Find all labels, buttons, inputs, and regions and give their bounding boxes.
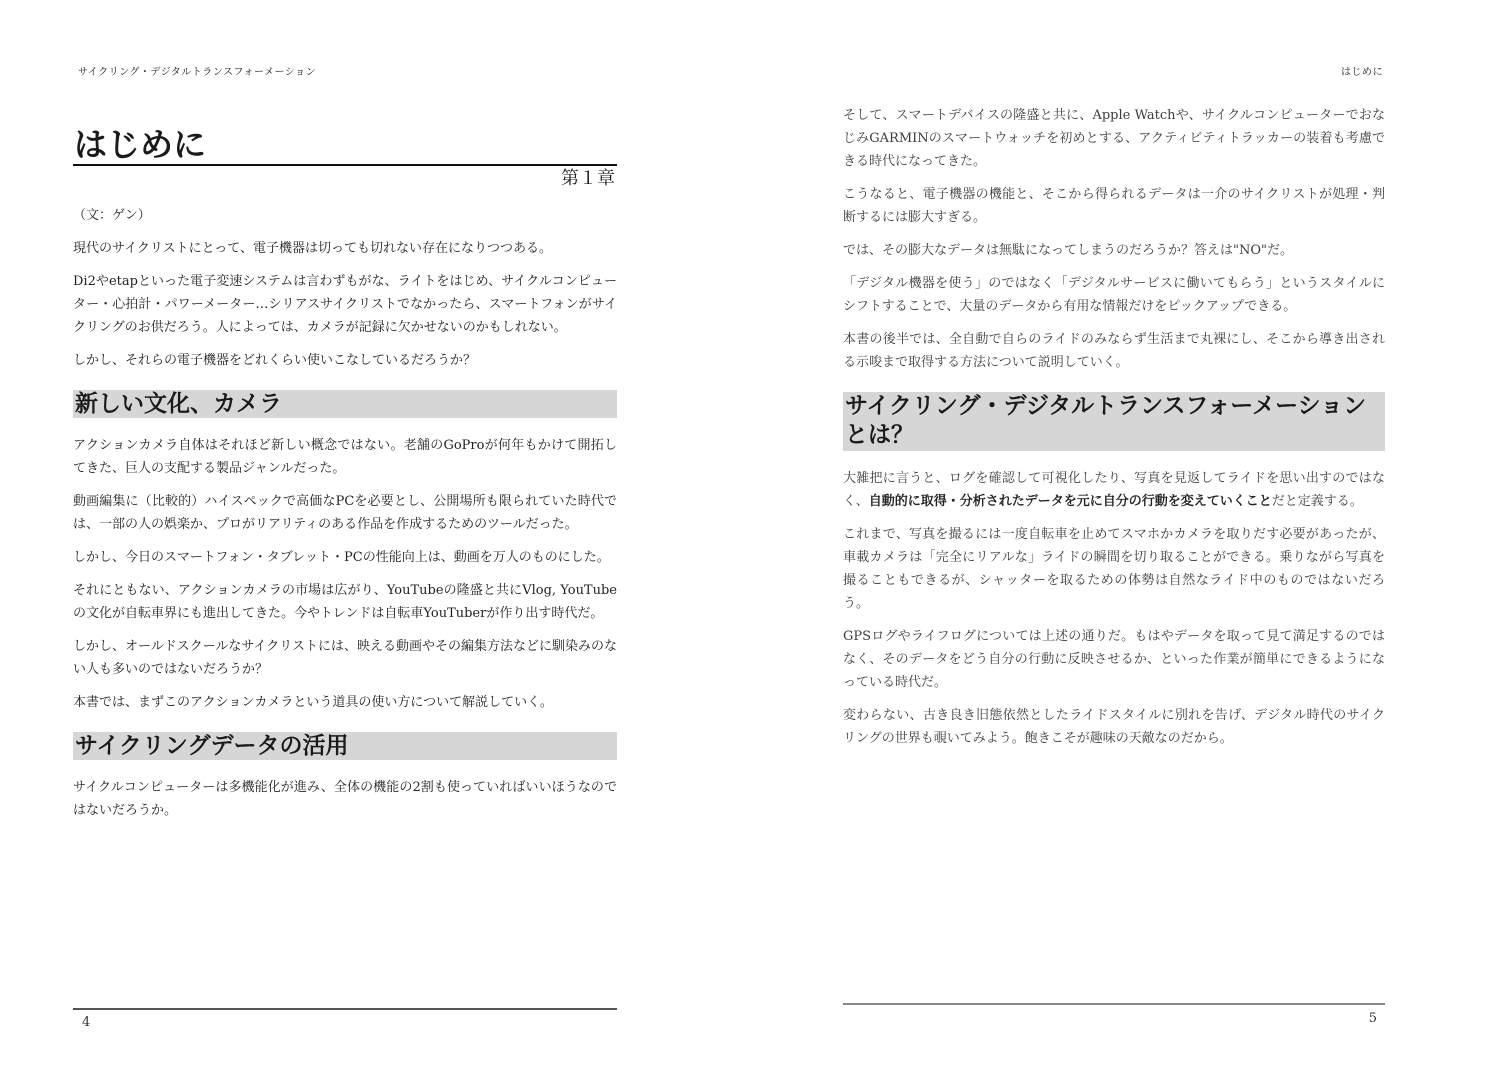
paragraph: こうなると、電子機器の機能と、そこから得られるデータは一介のサイクリストが処理・判断するには膨大すぎる。 bbox=[843, 187, 1385, 225]
definition-text-after: だと定義する。 bbox=[1271, 494, 1363, 509]
paragraph: しかし、それらの電子機器をどれくらい使いこなしているだろうか？ bbox=[73, 353, 477, 368]
definition-paragraph bbox=[843, 467, 1385, 513]
author-credit: （文：ゲン） bbox=[73, 208, 151, 223]
paragraph: そして、スマートデバイスの隆盛と共に、Apple Watchや、サイクルコンピューターでおなじみGARMINのスマートウォッチを初めとする、アクティビティトラッカーの装着も考慮できる時代になってきた。 bbox=[843, 108, 1385, 169]
running-head-right: はじめに bbox=[1341, 67, 1383, 78]
page-number-right: 5 bbox=[1368, 1011, 1377, 1026]
footer-rule-right bbox=[843, 1003, 1385, 1005]
paragraph: 動画編集に（比較的）ハイスペックで高価なPCを必要とし、公開場所も限られていた時代では、一部の人の娯楽か、プロがリアリティのある作品を作成するためのツールだった。 bbox=[73, 494, 617, 532]
running-head-left: サイクリング・デジタルトランスフォーメーション bbox=[78, 67, 317, 78]
right-page-content bbox=[843, 104, 1385, 760]
paragraph: 本書の後半では、全自動で自らのライドのみならず生活まで丸裸にし、そこから導き出される示唆まで取得する方法について説明していく。 bbox=[843, 332, 1385, 370]
paragraph: サイクルコンピューターは多機能化が進み、全体の機能の2割も使っていればいいほうなのではないだろうか。 bbox=[73, 780, 617, 818]
paragraph: GPSログやライフログについては上述の通りだ。もはやデータを取って見て満足するのではなく、そのデータをどう自分の行動に反映させるか、といった作業が簡単にできるようになっている時代だ。 bbox=[843, 629, 1385, 690]
definition-emphasis: 自動的に取得・分析されたデータを元に自分の行動を変えていくこと bbox=[868, 494, 1272, 509]
paragraph: Di2やetapといった電子変速システムは言わずもがな、ライトをはじめ、サイクルコンピューター・心拍計・パワーメーター…シリアスサイクリストでなかったら、スマートフォンがサイクリングのお供だろう。人によっては、カメラが記録に欠かせないのかもしれない。 bbox=[73, 274, 617, 335]
chapter-title: はじめに bbox=[73, 126, 617, 166]
left-page-content bbox=[73, 126, 617, 832]
right-page bbox=[843, 0, 1385, 1080]
page-number-left: 4 bbox=[82, 1015, 91, 1030]
section-heading-data: サイクリングデータの活用 bbox=[73, 732, 617, 760]
paragraph: しかし、オールドスクールなサイクリストには、映える動画やその編集方法などに馴染みのない人も多いのではないだろうか？ bbox=[73, 639, 617, 677]
paragraph: しかし、今日のスマートフォン・タブレット・PCの性能向上は、動画を万人のものにした。 bbox=[73, 550, 610, 565]
footer-rule-left bbox=[73, 1008, 617, 1010]
paragraph: それにともない、アクションカメラの市場は広がり、YouTubeの隆盛と共にVlog, YouTubeの文化が自転車界にも進出してきた。今やトレンドは自転車YouTuberが作り出す時代だ。 bbox=[73, 583, 617, 621]
definition-text-before: 大雑把に言うと、ログを確認して可視化したり、写真を見返してライドを思い出すのではなく、 bbox=[843, 471, 1385, 509]
section-heading-dx: サイクリング・デジタルトランスフォーメーションとは？ bbox=[843, 392, 1385, 451]
chapter-label: 第１章 bbox=[561, 168, 615, 189]
paragraph: アクションカメラ自体はそれほど新しい概念ではない。老舗のGoProが何年もかけて開拓してきた、巨人の支配する製品ジャンルだった。 bbox=[73, 438, 617, 476]
paragraph: 変わらない、古き良き旧態依然としたライドスタイルに別れを告げ、デジタル時代のサイクリングの世界も覗いてみよう。飽きこそが趣味の天敵なのだから。 bbox=[843, 708, 1385, 746]
paragraph: では、その膨大なデータは無駄になってしまうのだろうか？答えは"NO"だ。 bbox=[843, 243, 1293, 258]
paragraph: これまで、写真を撮るには一度自転車を止めてスマホかカメラを取りだす必要があったが、車載カメラは「完全にリアルな」ライドの瞬間を切り取ることができる。乗りながら写真を撮ることもできるが、シャッターを取るための体勢は自然なライド中のものではないだろう。 bbox=[843, 527, 1385, 611]
paragraph: 現代のサイクリストにとって、電子機器は切っても切れない存在になりつつある。 bbox=[73, 241, 553, 256]
section-heading-camera: 新しい文化、カメラ bbox=[73, 390, 617, 418]
paragraph: 本書では、まずこのアクションカメラという道具の使い方について解説していく。 bbox=[73, 695, 553, 710]
paragraph: 「デジタル機器を使う」のではなく「デジタルサービスに働いてもらう」というスタイルにシフトすることで、大量のデータから有用な情報だけをピックアップできる。 bbox=[843, 276, 1385, 314]
left-page bbox=[73, 0, 617, 1080]
